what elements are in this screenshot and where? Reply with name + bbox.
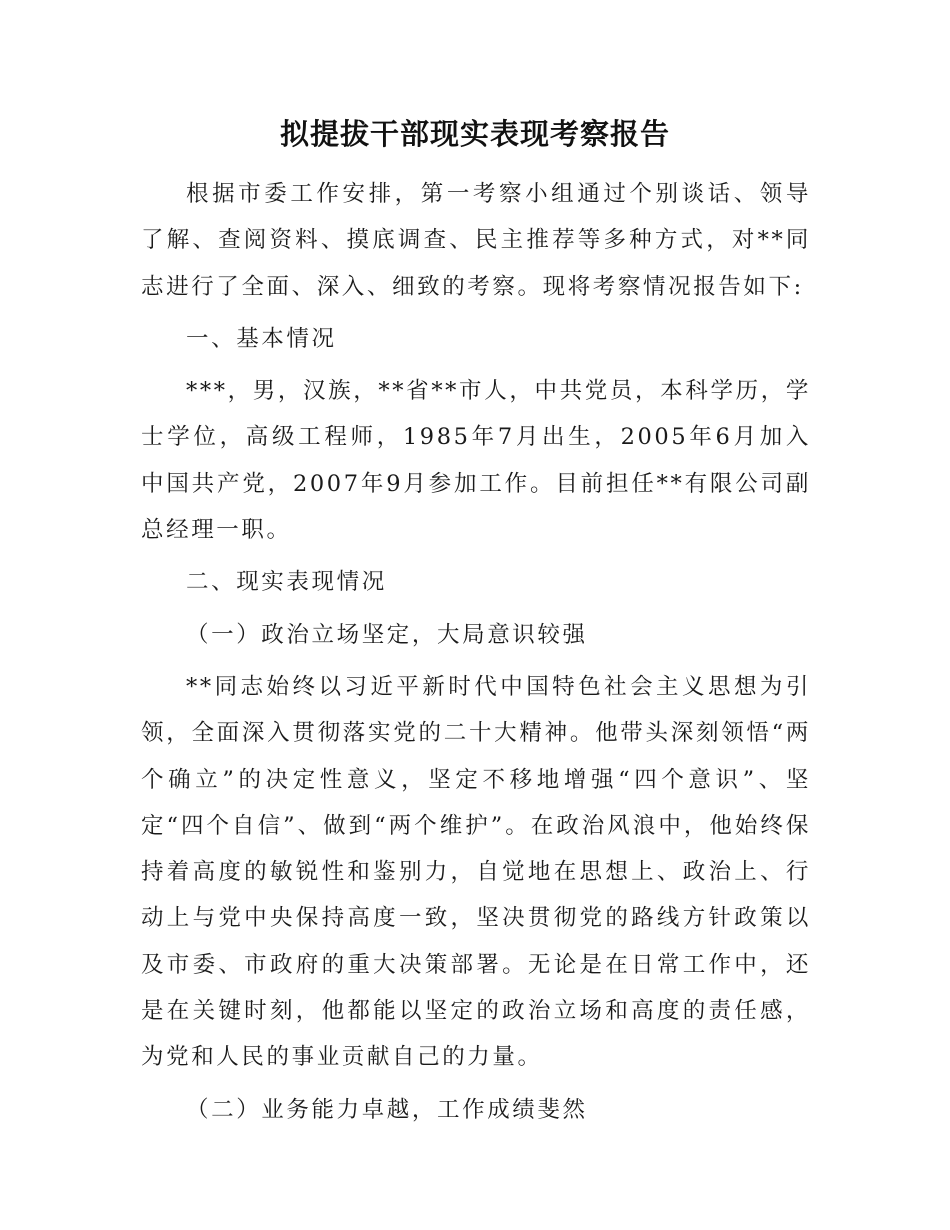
basic-info-paragraph: ***，男，汉族，**省**市人，中共党员，本科学历，学士学位，高级工程师，1985年7月出生，2005年6月加入中国共产党，2007年9月参加工作。目前担任**有限公司副总经理一职。 xyxy=(141,378,811,544)
document-body xyxy=(141,171,811,1133)
political-paragraph: **同志始终以习近平新时代中国特色社会主义思想为引领，全面深入贯彻落实党的二十大精神。他带头深刻领悟“两个确立”的决定性意义，坚定不移地增强“四个意识”、坚定“四个自信”、做到“两个维护”。在政治风浪中，他始终保持着高度的敏锐性和鉴别力，自觉地在思想上、政治上、行动上与党中央保持高度一致，坚决贯彻党的路线方针政策以及市委、市政府的重大决策部署。无论是在日常工作中，还是在关键时刻，他都能以坚定的政治立场和高度的责任感，为党和人民的事业贡献自己的力量。 xyxy=(141,673,811,1071)
subsection-heading-political: （一）政治立场坚定，大局意识较强 xyxy=(186,621,588,648)
subsection-heading-business: （二）业务能力卓越，工作成绩斐然 xyxy=(186,1096,588,1123)
document-title: 拟提拔干部现实表现考察报告 xyxy=(279,117,670,151)
section-heading-performance: 二、现实表现情况 xyxy=(186,569,387,596)
section-heading-basic-info: 一、基本情况 xyxy=(186,325,337,352)
intro-paragraph: 根据市委工作安排，第一考察小组通过个别谈话、领导了解、查阅资料、摸底调查、民主推荐等多种方式，对**同志进行了全面、深入、细致的考察。现将考察情况报告如下: xyxy=(141,181,811,300)
